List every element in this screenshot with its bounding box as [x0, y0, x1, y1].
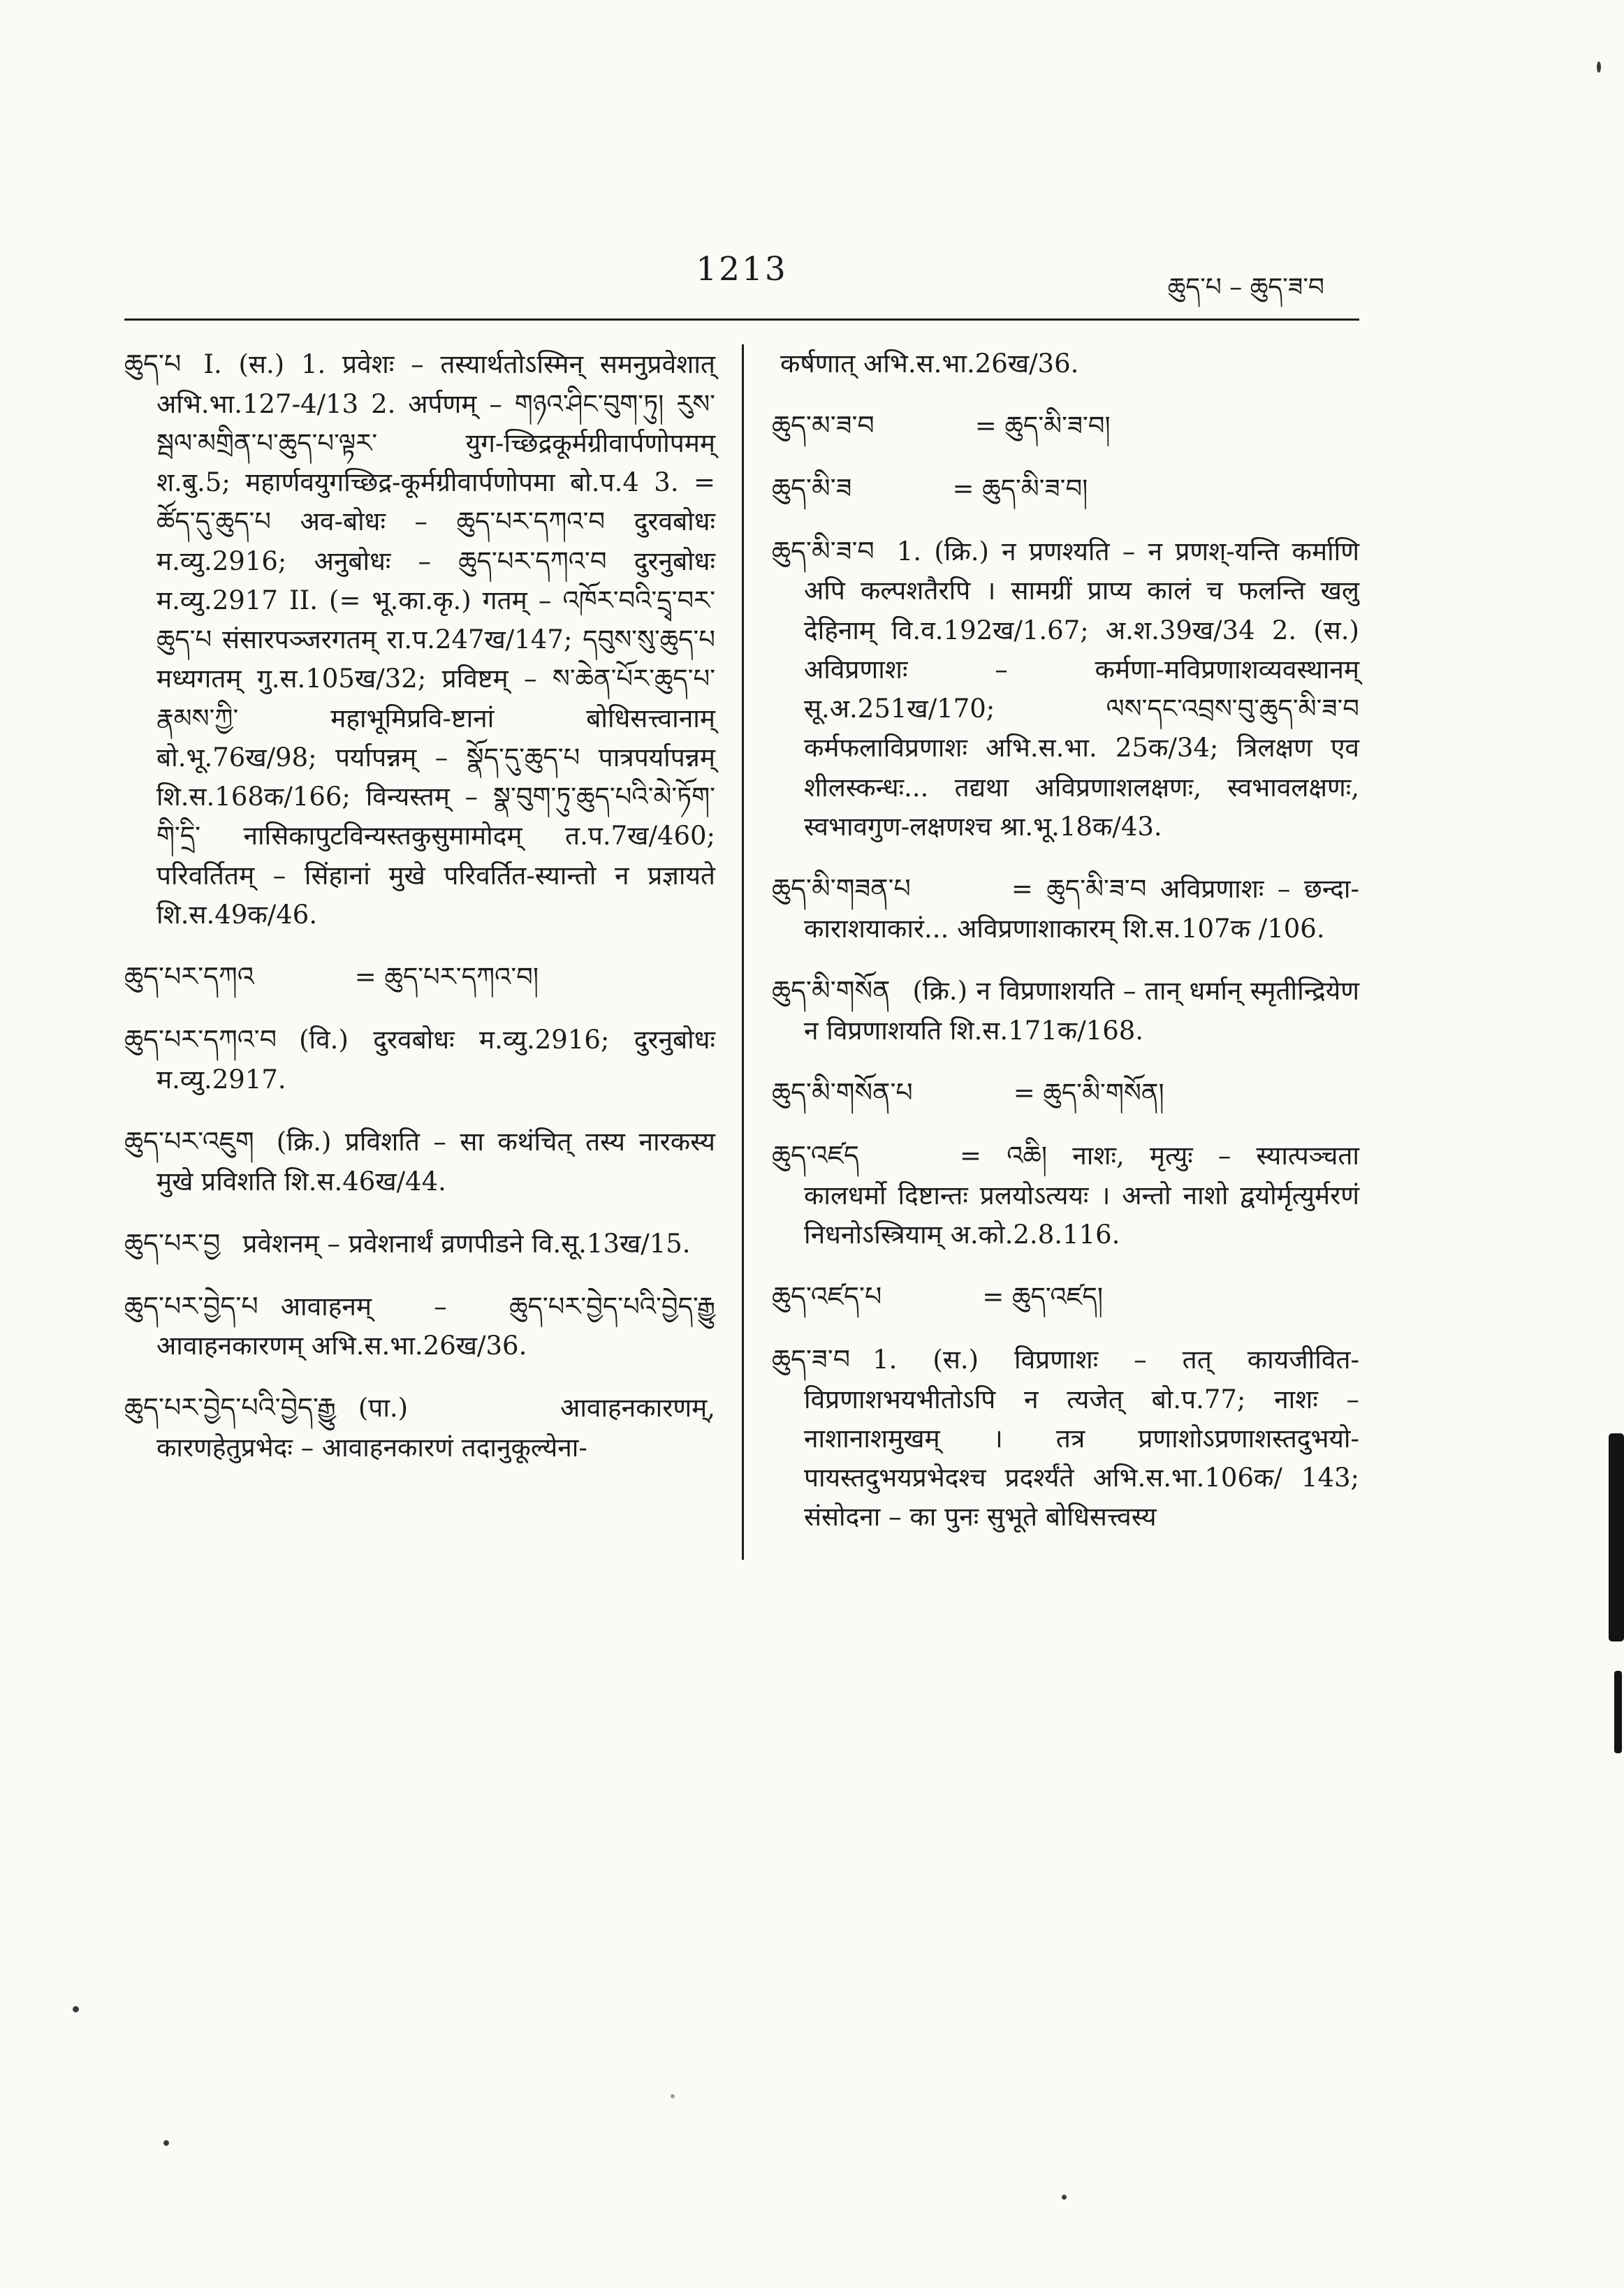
scan-artifact-dot — [1062, 2195, 1067, 2200]
entry-body: = འཆི། नाशः, मृत्युः – स्यात्पञ्चता कालधर्मो दिष्टान्तः प्रलयोऽत्ययः । अन्तो नाशो द्वयोर्मृत्युर्मरणं निधनोऽस्त्रियाम् अ.को.2.8.116. — [804, 1140, 1359, 1250]
entry-headword: ཆུད་འཛད — [772, 1139, 860, 1171]
dictionary-entry — [124, 344, 715, 935]
entry-headword: ཆུད་ཟ་བ — [772, 1343, 851, 1375]
entry-headword: ཆུད་མི་གསོན་པ — [772, 1077, 913, 1109]
scan-artifact-dot — [671, 2094, 675, 2098]
dictionary-entry — [772, 344, 1359, 383]
page-content — [124, 249, 1359, 1560]
left-column — [124, 344, 742, 1560]
entry-headword: ཆུད་པ — [124, 349, 182, 379]
entry-body: = ཆུད་མི་ཟ་བ། — [974, 411, 1111, 441]
dictionary-entry — [772, 971, 1359, 1051]
dictionary-entry — [772, 1136, 1359, 1255]
entry-body: (वि.) दुरवबोधः म.व्यु.2916; दुरनुबोधः म.व्यु.2917. — [156, 1024, 715, 1095]
entry-body: प्रवेशनम् – प्रवेशनार्थं व्रणपीडने वि.सू.13ख/15. — [242, 1228, 691, 1259]
entry-body: 1. (क्रि.) न प्रणश्यति – न प्रणश्-यन्ति कर्माणि अपि कल्पशतैरपि । सामग्रीं प्राप्य कालं च फलन्ति खलु देहिनाम् वि.व.192ख/1.67; अ.श.39ख/34 2. (स.) अविप्रणाशः – कर्मणा-मविप्रणाशव्यवस्थानम् सू.अ.251ख/170; ལས་དང་འབྲས་བུ་ཆུད་མི་ཟ་བ कर्मफलाविप्रणाशः अभि.स.भा. 25क/34; त्रिलक्षण एव शीलस्कन्धः... तद्यथा अविप्रणाशलक्षणः, स्वभावलक्षणः, स्वभावगुण-लक्षणश्च श्रा.भू.18क/43. — [804, 536, 1359, 842]
entry-body: = ཆུད་མི་ཟ་བ། — [952, 473, 1088, 504]
scan-artifact-edge-bar-small — [1614, 1671, 1622, 1753]
scan-artifact-edge-bar — [1609, 1433, 1624, 1641]
entry-body: I. (स.) 1. प्रवेशः – तस्यार्थतोऽस्मिन् समनुप्रवेशात् अभि.भा.127-4/13 2. अर्पणम् – གཉའ་ཤིང་བུག་ཏུ། རུས་སྦལ་མགྲིན་པ་ཆུད་པ་ལྟར་ युग-च्छिद्रकूर्मग्रीवार्पणोपमम् श.बु.5; महार्णवयुगच्छिद्र-कूर्मग्रीवार्पणोपमा बो.प.4 3. = ཚོད་དུ་ཆུད་པ अव-बोधः – ཆུད་པར་དཀའ་བ दुरवबोधः म.व्यु.2916; अनुबोधः – ཆུད་པར་དཀའ་བ दुरनुबोधः म.व्यु.2917 II. (= भू.का.कृ.) गतम् – འཁོར་བའི་དྲྭ་བར་ཆུད་པ संसारपञ्जरगतम् रा.प.247ख/147; དབུས་སུ་ཆུད་པ मध्यगतम् गु.स.105ख/32; प्रविष्टम् – ས་ཆེན་པོར་ཆུད་པ་རྣམས་ཀྱི་ महाभूमिप्रवि-ष्टानां बोधिसत्त्वानाम् बो.भू.76ख/98; पर्यापन्नम् – སྣོད་དུ་ཆུད་པ पात्रपर्यापन्नम् शि.स.168क/166; विन्यस्तम् – སྣ་བུག་ཏུ་ཆུད་པའི་མེ་ཏོག་གི་དྲི་ नासिकापुटविन्यस्तकुसुमामोदम् त.प.7ख/460; परिवर्तितम् – सिंहानां मुखे परिवर्तित-स्यान्तो न प्रज्ञायते शि.स.49क/46. — [156, 349, 715, 930]
dictionary-entry — [124, 957, 715, 997]
dictionary-entry — [772, 406, 1359, 446]
entry-headword: ཆུད་མི་ཟ་བ — [772, 535, 875, 566]
entry-headword: ཆུད་མ་ཟ་བ — [772, 410, 875, 441]
entry-headword: ཆུད་འཛད་པ — [772, 1281, 882, 1312]
scan-artifact-dot — [163, 2140, 169, 2146]
entry-headword: ཆུད་པར་བྱ — [124, 1227, 221, 1259]
entry-headword: ཆུད་པར་དཀའ — [124, 961, 254, 993]
entry-body: = ཆུད་འཛད། — [982, 1282, 1104, 1312]
entry-body: आवाहनम् – ཆུད་པར་བྱེད་པའི་བྱེད་རྒྱུ आवाहनकारणम् अभि.स.भा.26ख/36. — [156, 1291, 715, 1361]
dictionary-entry — [124, 1388, 715, 1468]
entry-body: कर्षणात् अभि.स.भा.26ख/36. — [780, 349, 1079, 379]
dictionary-entry — [124, 1224, 715, 1264]
entry-body: (क्रि.) प्रविशति – सा कथंचित् तस्य नारकस्य मुखे प्रविशति शि.स.46ख/44. — [156, 1126, 715, 1197]
dictionary-entry — [772, 1340, 1359, 1537]
entry-headword: ཆུད་མི་ཟ — [772, 472, 852, 504]
entry-body: (पा.) आवाहनकारणम्, कारणहेतुप्रभेदः – आवाहनकारणं तदानुकूल्येना- — [156, 1393, 715, 1463]
dictionary-entry — [124, 1287, 715, 1366]
dictionary-entry — [772, 869, 1359, 949]
entry-headword: ཆུད་མི་གསོན — [772, 975, 891, 1007]
entry-headword: ཆུད་པར་བྱེད་པའི་བྱེད་རྒྱུ — [124, 1392, 336, 1424]
entry-body: = ཆུད་མི་ཟ་བ अविप्रणाशः – छन्दा-काराशयाकारं... अविप्रणाशाकारम् शि.स.107क /106. — [804, 874, 1359, 944]
dictionary-entry — [772, 469, 1359, 509]
running-header-entry-range: ཆུད་པ – ཆུད་ཟ་བ — [1167, 273, 1324, 302]
entry-headword: ཆུད་པར་དཀའ་བ — [124, 1023, 277, 1055]
scan-artifact-dot — [1597, 61, 1601, 73]
dictionary-entry — [772, 1073, 1359, 1113]
right-column — [742, 344, 1359, 1560]
dictionary-entry — [124, 1020, 715, 1099]
dictionary-entry — [772, 532, 1359, 847]
scan-artifact-dot — [73, 2006, 79, 2012]
page-number: 1213 — [696, 250, 788, 288]
entry-headword: ཆུད་མི་གཟན་པ — [772, 873, 911, 905]
entry-body: = ཆུད་པར་དཀའ་བ། — [354, 962, 539, 993]
entry-body: 1. (स.) विप्रणाशः – तत् कायजीवित-विप्रणाशभयभीतोऽपि न त्यजेत् बो.प.77; नाशः – नाशानाशमुखम् । तत्र प्रणाशोऽप्रणाशस्तदुभयो-पायस्तदुभयप्रभेदश्च प्रदर्श्यंते अभि.स.भा.106क/ 143; संसोदना – का पुनः सुभूते बोधिसत्त्वस्य — [804, 1344, 1359, 1533]
entry-body: (क्रि.) न विप्रणाशयति – तान् धर्मान् स्मृतीन्द्रियेण न विप्रणाशयति शि.स.171क/168. — [804, 976, 1359, 1046]
entry-body: = ཆུད་མི་གསོན། — [1013, 1078, 1164, 1109]
entry-headword: ཆུད་པར་འཇུག — [124, 1125, 254, 1157]
dictionary-entry — [772, 1277, 1359, 1317]
dictionary-columns — [124, 344, 1359, 1560]
page-header — [124, 249, 1359, 321]
dictionary-entry — [124, 1122, 715, 1201]
entry-headword: ཆུད་པར་བྱེད་པ — [124, 1290, 258, 1322]
